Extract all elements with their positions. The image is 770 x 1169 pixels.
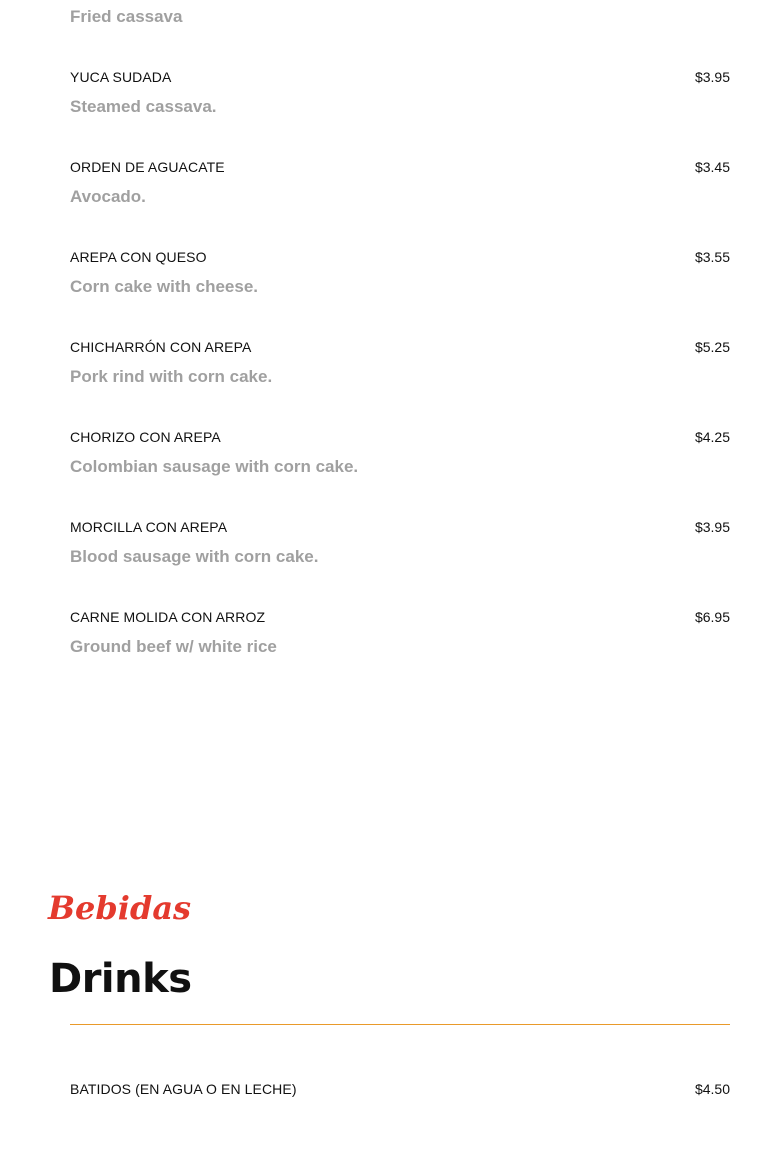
item-row bbox=[70, 337, 730, 357]
item-name: BATIDOS (EN AGUA O EN LECHE) bbox=[70, 1081, 297, 1097]
item-price: $4.25 bbox=[694, 429, 730, 445]
item-description: Corn cake with cheese. bbox=[70, 277, 259, 296]
item-description: Colombian sausage with corn cake. bbox=[70, 457, 359, 476]
item-name: CARNE MOLIDA CON ARROZ bbox=[70, 609, 266, 625]
item-row bbox=[70, 517, 730, 537]
item-name: YUCA SUDADA bbox=[70, 69, 172, 85]
item-price: $5.25 bbox=[694, 339, 730, 355]
item-row bbox=[70, 157, 730, 177]
item-description: Avocado. bbox=[70, 187, 146, 206]
item-row bbox=[70, 247, 730, 267]
menu-item-carne-molida-con-arroz bbox=[70, 607, 730, 697]
menu-item-yuca-sudada bbox=[70, 67, 730, 157]
item-row bbox=[70, 427, 730, 447]
item-row bbox=[70, 1079, 730, 1099]
item-description: Blood sausage with corn cake. bbox=[70, 547, 319, 566]
item-price: $3.55 bbox=[694, 249, 730, 265]
item-price: $3.95 bbox=[694, 519, 730, 535]
item-name: CHICHARRÓN CON AREPA bbox=[70, 339, 252, 355]
item-row bbox=[70, 67, 730, 87]
item-name: ORDEN DE AGUACATE bbox=[70, 159, 225, 175]
item-description: Pork rind with corn cake. bbox=[70, 367, 273, 386]
item-description: Fried cassava bbox=[70, 7, 183, 26]
menu-item-morcilla-con-arepa bbox=[70, 517, 730, 607]
menu-item-batidos bbox=[70, 1079, 730, 1169]
item-price: $3.95 bbox=[694, 69, 730, 85]
menu-item-orden-de-aguacate bbox=[70, 157, 730, 247]
item-price: $4.50 bbox=[694, 1081, 730, 1097]
item-description: Steamed cassava. bbox=[70, 97, 217, 116]
item-name: CHORIZO CON AREPA bbox=[70, 429, 221, 445]
menu-item-arepa-con-queso bbox=[70, 247, 730, 337]
section-script-title: Bebidas bbox=[48, 889, 192, 927]
item-description: Ground beef w/ white rice bbox=[70, 637, 277, 656]
section-title: Drinks bbox=[49, 956, 192, 1002]
item-name: AREPA CON QUESO bbox=[70, 249, 207, 265]
item-price: $6.95 bbox=[694, 609, 730, 625]
menu-item-chicharron-con-arepa bbox=[70, 337, 730, 427]
item-row bbox=[70, 607, 730, 627]
section-divider bbox=[70, 1024, 730, 1025]
item-name: MORCILLA CON AREPA bbox=[70, 519, 228, 535]
menu-item-chorizo-con-arepa bbox=[70, 427, 730, 517]
item-price: $3.45 bbox=[694, 159, 730, 175]
